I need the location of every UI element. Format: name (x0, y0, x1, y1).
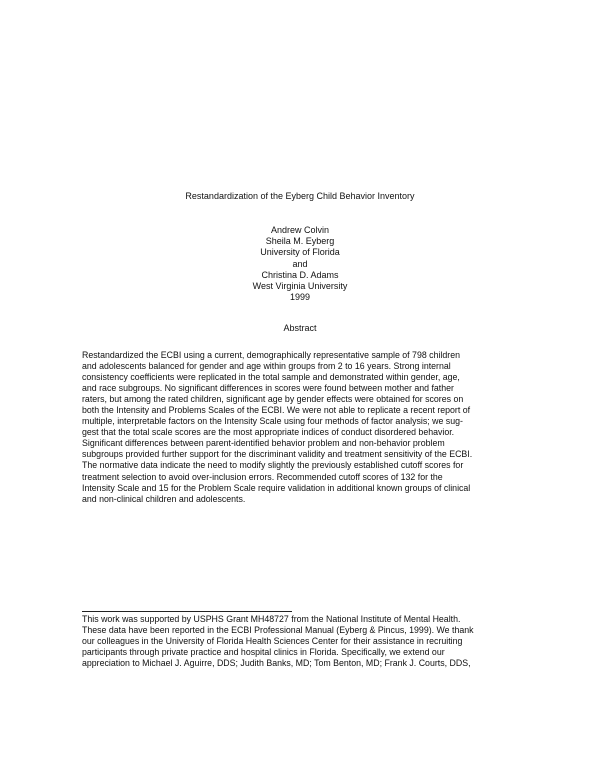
abstract-line: Restandardized the ECBI using a current, demographically representative sample of 798 children (82, 350, 460, 360)
abstract-line: gest that the total scale scores are the most appropriate indices of conduct disordered behavior. (82, 427, 455, 438)
footnote-divider (82, 611, 292, 612)
conjunction-line: and (292, 258, 308, 269)
author-line: Christina D. Adams (261, 269, 339, 280)
abstract-line: and race subgroups. No significant differences in scores were found between mother and father (82, 383, 454, 394)
affiliation-line: University of Florida (260, 247, 340, 258)
abstract-line: raters, but among the rated children, significant age by gender effects were obtained for scores on (82, 394, 464, 405)
abstract-line: multiple, interpretable factors on the Intensity Scale using four methods of factor analysis; we sug- (82, 416, 463, 427)
abstract-line: both the Intensity and Problems Scales of the ECBI. We were not able to replicate a recent report of (82, 405, 471, 416)
author-block (0, 225, 600, 303)
abstract-body (82, 350, 532, 505)
abstract-line: Significant differences between parent-identified behavior problem and non-behavior problem (82, 438, 445, 449)
abstract-line: treatment selection to avoid over-inclusion errors. Recommended cutoff scores of 132 for the (82, 471, 443, 482)
abstract-heading: Abstract (283, 323, 317, 333)
footnote-line: These data have been reported in the ECBI Professional Manual (Eyberg & Pincus, 1999). We thank (82, 625, 474, 636)
abstract-line: and non-clinical children and adolescents. (82, 493, 246, 504)
footnote-line: our colleagues in the University of Florida Health Sciences Center for their assistance in recruiting (82, 636, 463, 647)
year-line: 1999 (289, 292, 311, 303)
footnote-line: participants through private practice and hospital clinics in Florida. Specifically, we extend our (82, 647, 445, 658)
abstract-line: and adolescents balanced for gender and age within groups from 2 to 16 years. Strong internal (82, 361, 451, 372)
affiliation-line: West Virginia University (252, 281, 348, 292)
abstract-line: subgroups provided further support for the discriminant validity and treatment sensitivity of the ECBI. (82, 449, 473, 460)
footnote (82, 614, 532, 669)
author-line: Sheila M. Eyberg (265, 236, 335, 247)
paper-title: Restandardization of the Eyberg Child Behavior Inventory (185, 191, 415, 201)
author-line: Andrew Colvin (270, 225, 330, 235)
footnote-line: This work was supported by USPHS Grant MH48727 from the National Institute of Mental Health. (82, 614, 461, 624)
footnote-line: appreciation to Michael J. Aguirre, DDS; Judith Banks, MD; Tom Benton, MD; Frank J. Courts, DDS, (82, 658, 471, 669)
abstract-line: consistency coefficients were replicated in the total sample and demonstrated within gender, age, (82, 372, 460, 383)
abstract-line: The normative data indicate the need to modify slightly the previously established cutoff scores for (82, 460, 464, 471)
abstract-line: Intensity Scale and 15 for the Problem Scale require validation in additional known groups of clinical (82, 482, 471, 493)
